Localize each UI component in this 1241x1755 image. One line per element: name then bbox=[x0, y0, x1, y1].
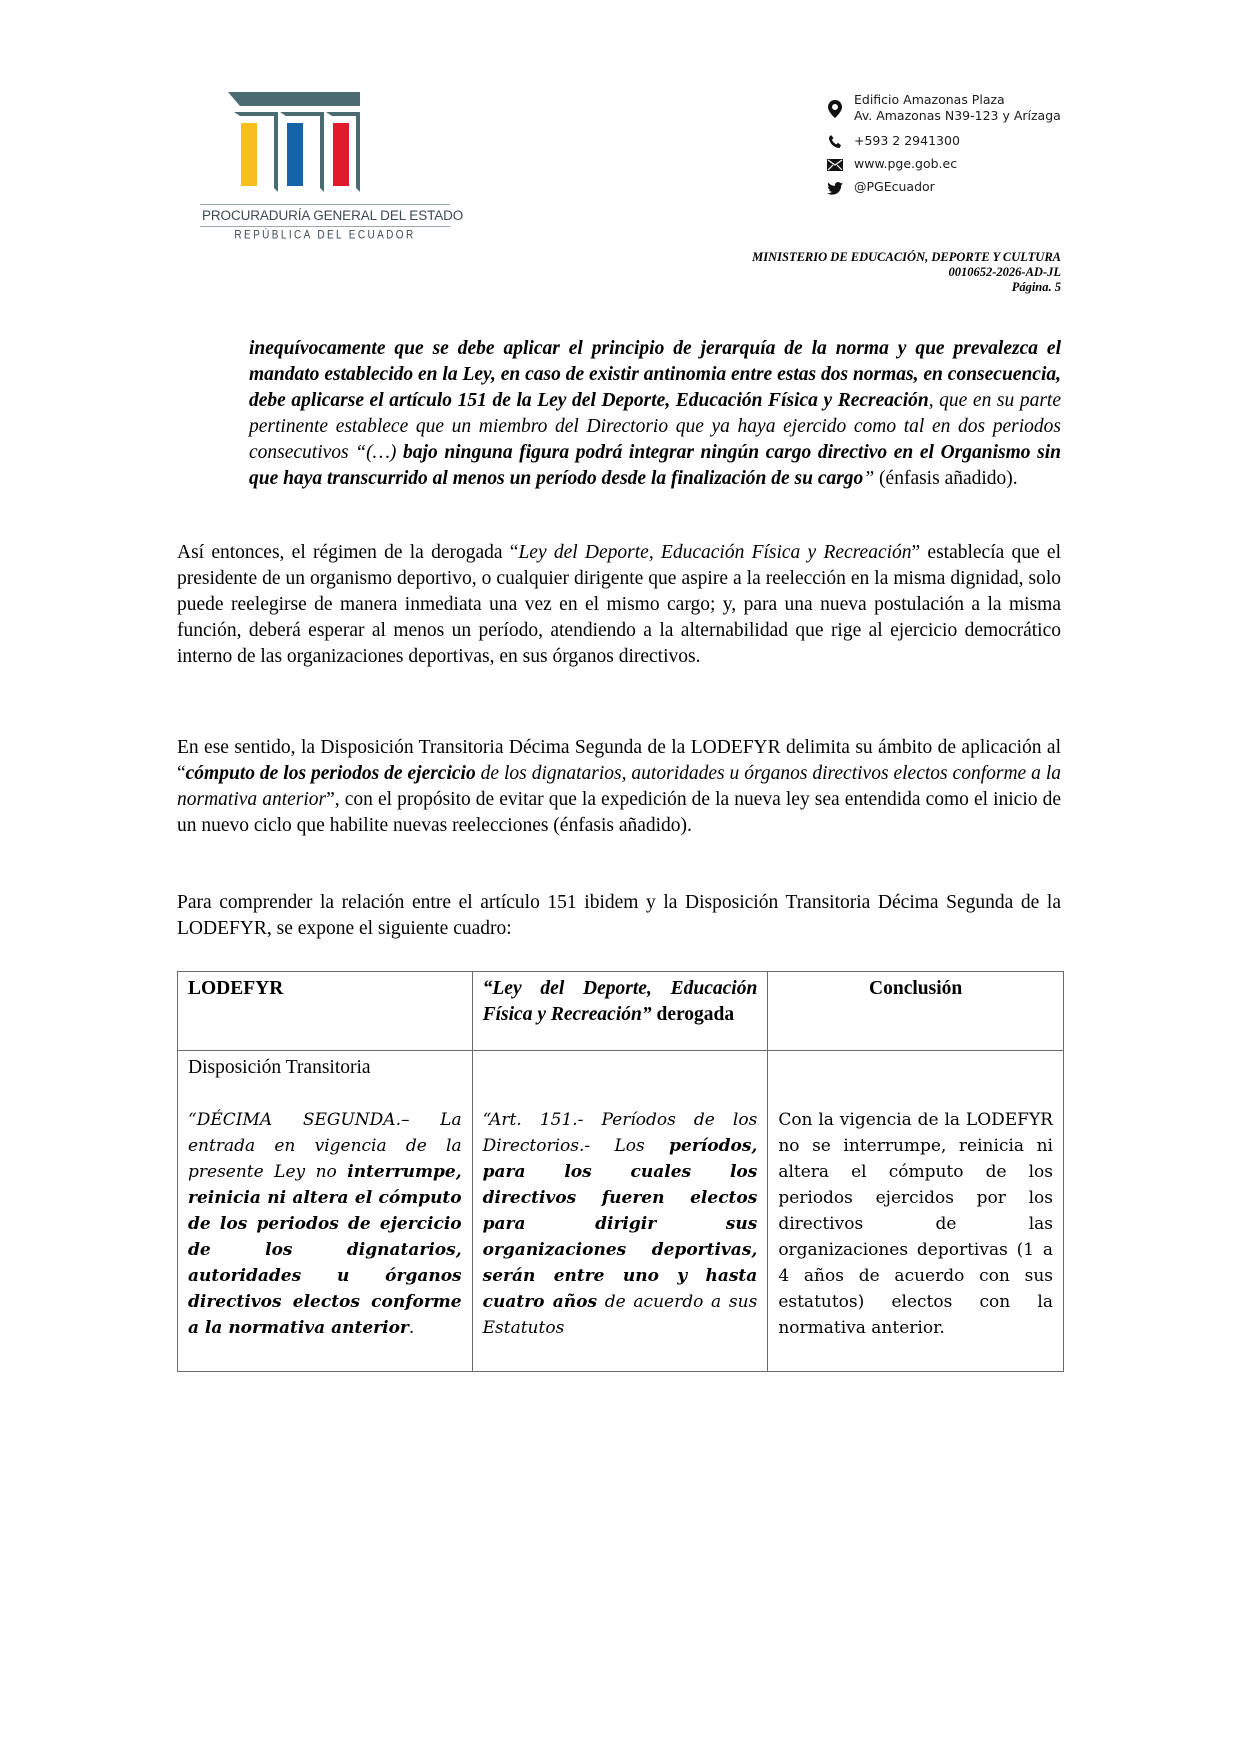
cell-conclusion bbox=[768, 1051, 1064, 1372]
contact-twitter bbox=[826, 179, 1126, 195]
address-line-1: Edificio Amazonas Plaza bbox=[854, 92, 1005, 107]
paragraph-1 bbox=[177, 540, 1061, 670]
reference-code: 0010652-2026-AD-JL bbox=[948, 265, 1061, 279]
website-link[interactable]: www.pge.gob.ec bbox=[854, 156, 958, 171]
location-pin-icon bbox=[826, 100, 844, 118]
logo-rule-top bbox=[200, 204, 450, 205]
quoted-paragraph bbox=[249, 336, 1061, 492]
page-number: Página. 5 bbox=[1011, 280, 1061, 294]
header-lodefyr-label: LODEFYR bbox=[188, 978, 284, 999]
lodefyr-end: . bbox=[408, 1318, 415, 1338]
cell-lodefyr-label: Disposición Transitoria bbox=[188, 1057, 371, 1078]
logo-subtitle: REPÚBLICA DEL ECUADOR bbox=[234, 228, 416, 243]
header-conclusion bbox=[768, 972, 1064, 1051]
quote-italic-1: , que en su parte pertinente establece que un miembro del Directorio que ya haya ejercido como tal en dos periodos consecutivos “(…) bbox=[249, 390, 1061, 463]
contact-address bbox=[826, 92, 1126, 126]
lodefyr-emphasis: interrumpe, reinicia ni altera el cómputo de los periodos de ejercicio de los dignatarios, autoridades u órganos directivos electos conforme a la normativa anterior bbox=[188, 1162, 462, 1338]
header-ley-derogada bbox=[472, 972, 768, 1051]
cell-ley-derogada bbox=[472, 1051, 768, 1372]
comparison-table bbox=[177, 971, 1064, 1372]
lodefyr-text-1: “DÉCIMA SEGUNDA.– La entrada en vigencia de la presente Ley no bbox=[188, 1110, 462, 1182]
p2-text-1: En ese sentido, la Disposición Transitoria Décima Segunda de la LODEFYR delimita su ámbito de aplicación al “ bbox=[177, 737, 1061, 784]
cell-lodefyr bbox=[178, 1051, 473, 1372]
header-ley-title: “Ley del Deporte, Educación Física y Recreación” bbox=[482, 978, 758, 1025]
contact-website bbox=[826, 156, 1126, 172]
contact-phone bbox=[826, 133, 1126, 149]
cell-conclusion-text: Con la vigencia de la LODEFYR no se interrumpe, reinicia ni altera el cómputo de los periodos ejercidos por los directivos de las organizaciones deportivas (1 a 4 años de acuerdo con sus estatutos) electos con la normativa anterior. bbox=[778, 1110, 1053, 1338]
header-lodefyr bbox=[178, 972, 473, 1051]
pge-logo bbox=[200, 92, 464, 252]
cell-lodefyr-text bbox=[188, 1107, 462, 1341]
p2-text-2: ”, con el propósito de evitar que la expedición de la nueva ley sea entendida como el inicio de un nuevo ciclo que habilite nuevas reelecciones (énfasis añadido). bbox=[177, 789, 1061, 836]
columns-emblem-icon bbox=[200, 92, 360, 202]
ley-text-2: de acuerdo a sus Estatutos bbox=[482, 1292, 758, 1338]
logo-institution-name: PROCURADURÍA GENERAL DEL ESTADO bbox=[202, 208, 464, 223]
p1-text-1: Así entonces, el régimen de la derogada “ bbox=[177, 542, 519, 563]
phone-icon bbox=[826, 133, 844, 151]
logo-rule-bottom bbox=[200, 226, 450, 227]
header-conclusion-label: Conclusión bbox=[869, 978, 963, 999]
paragraph-3: Para comprender la relación entre el artículo 151 ibidem y la Disposición Transitoria Décima Segunda de la LODEFYR, se expone el siguiente cuadro: bbox=[177, 892, 1061, 939]
p2-italic: de los dignatarios, autoridades u órganos directivos electos conforme a la normativa anterior bbox=[177, 763, 1061, 810]
phone-number[interactable]: +593 2 2941300 bbox=[854, 133, 960, 148]
header-derogada-label: derogada bbox=[651, 1004, 735, 1025]
contact-block bbox=[826, 92, 1126, 195]
document-reference bbox=[752, 250, 1061, 295]
quote-emphasis-note: (énfasis añadido). bbox=[874, 468, 1018, 489]
mail-icon bbox=[826, 156, 844, 174]
quote-bold-1: inequívocamente que se debe aplicar el principio de jerarquía de la norma y que prevalezca el mandato establecido en la Ley, en caso de existir antinomia entre estas dos normas, en consecuencia, debe aplicarse el artículo 151 de la Ley del Deporte, Educación Física y Recreación bbox=[249, 338, 1061, 411]
address-line-2: Av. Amazonas N39-123 y Arízaga bbox=[854, 108, 1061, 123]
p1-text-2: ” establecía que el presidente de un organismo deportivo, o cualquier dirigente que aspire a la reelección en la misma dignidad, solo puede reelegirse de manera inmediata una vez en el mismo cargo; y, para una nueva postulación a la misma función, deberá esperar al menos un período, atendiendo a la alternabilidad que rige al ejercicio democrático interno de las organizaciones deportivas, en sus órganos directivos. bbox=[177, 542, 1061, 667]
twitter-icon bbox=[826, 179, 844, 197]
quote-close: ” bbox=[863, 468, 875, 489]
ley-text-1: “Art. 151.- Períodos de los Directorios.- Los bbox=[482, 1110, 758, 1156]
recipient: MINISTERIO DE EDUCACIÓN, DEPORTE Y CULTURA bbox=[752, 250, 1061, 264]
p2-emphasis: cómputo de los periodos de ejercicio bbox=[185, 763, 476, 784]
table-header-row bbox=[178, 972, 1064, 1051]
twitter-handle[interactable]: @PGEcuador bbox=[854, 179, 935, 194]
p1-law-title: Ley del Deporte, Educación Física y Recreación bbox=[518, 542, 912, 563]
table-row bbox=[178, 1051, 1064, 1372]
cell-ley-text bbox=[483, 1107, 758, 1341]
paragraph-2 bbox=[177, 735, 1061, 839]
quote-bold-2: bajo ninguna figura podrá integrar ningún cargo directivo en el Organismo sin que haya transcurrido al menos un período desde la finalización de su cargo bbox=[249, 442, 1061, 489]
ley-emphasis: períodos, para los cuales los directivos fueren electos para dirigir sus organizaciones deportivas, serán entre uno y hasta cuatro años bbox=[482, 1136, 758, 1312]
